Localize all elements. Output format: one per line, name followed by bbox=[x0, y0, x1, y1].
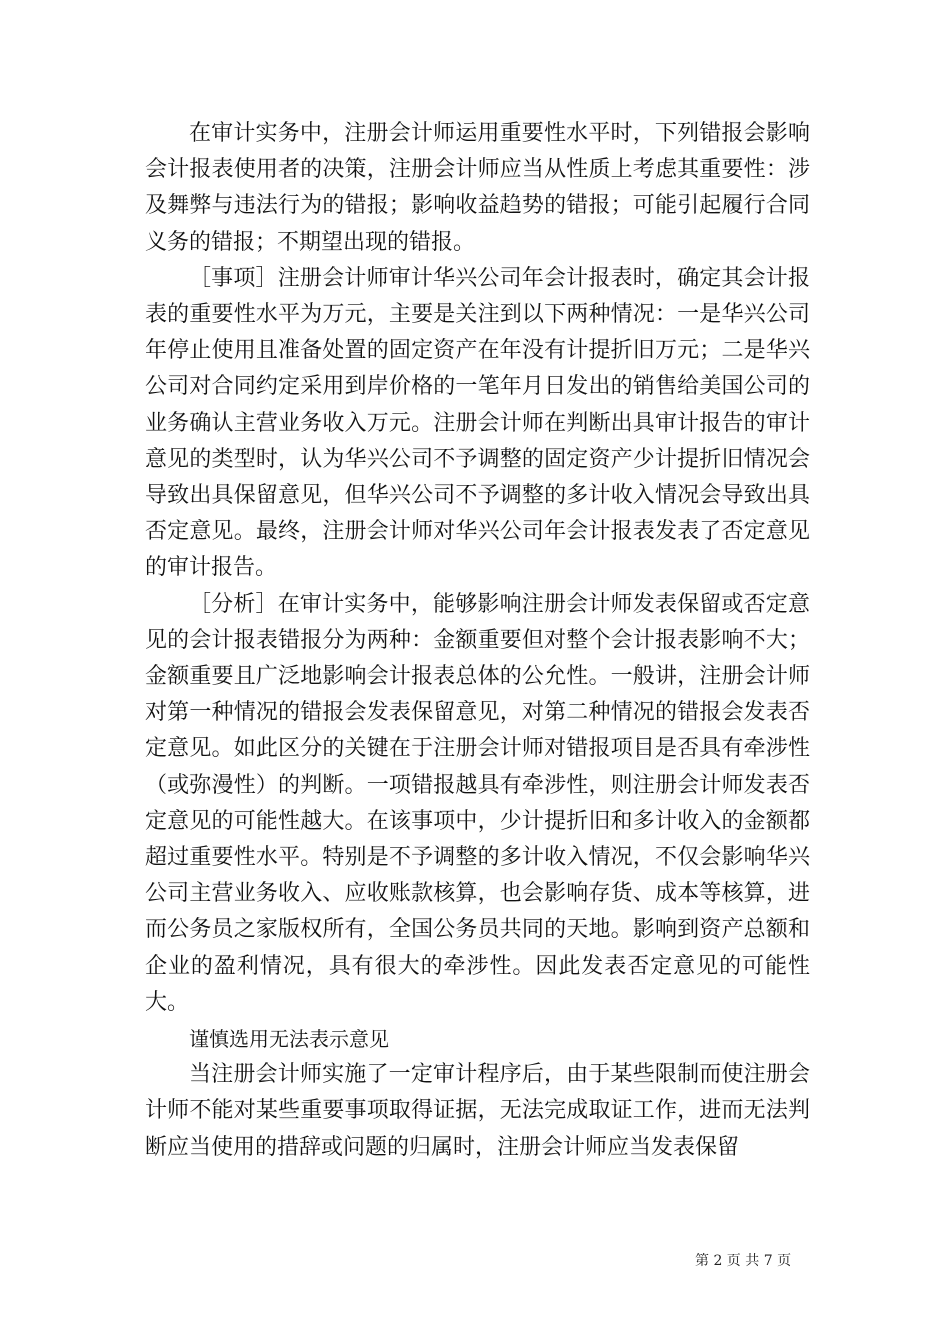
paragraph-materiality-intro: 在审计实务中，注册会计师运用重要性水平时，下列错报会影响会计报表使用者的决策，注册会计师应当从性质上考虑其重要性：涉及舞弊与违法行为的错报；影响收益趋势的错报；可能引起履行合同义务的错报；不期望出现的错报。 bbox=[145, 121, 810, 255]
document-body bbox=[145, 116, 810, 1166]
section-heading-disclaimer: 谨慎选用无法表示意见 bbox=[189, 1027, 389, 1052]
paragraph-disclaimer-intro: 当注册会计师实施了一定审计程序后，由于某些限制而使注册会计师不能对某些重要事项取得证据，无法完成取证工作，进而无法判断应当使用的措辞或问题的归属时，注册会计师应当发表保留 bbox=[145, 1062, 810, 1160]
page-number-footer: 第 2 页 共 7 页 bbox=[695, 1253, 792, 1269]
paragraph-case-analysis: ［分析］在审计实务中，能够影响注册会计师发表保留或否定意见的会计报表错报分为两种：金额重要但对整个会计报表影响不大；金额重要且广泛地影响会计报表总体的公允性。一般讲，注册会计师对第一种情况的错报会发表保留意见，对第二种情况的错报会发表否定意见。如此区分的关键在于注册会计师对错报项目是否具有牵涉性（或弥漫性）的判断。一项错报越具有牵涉性，则注册会计师发表否定意见的可能性越大。在该事项中，少计提折旧和多计收入的金额都超过重要性水平。特别是不予调整的多计收入情况，不仅会影响华兴公司主营业务收入、应收账款核算，也会影响存货、成本等核算，进而公务员之家版权所有，全国公务员共同的天地。影响到资产总额和企业的盈利情况，具有很大的牵涉性。因此发表否定意见的可能性大。 bbox=[145, 591, 810, 1015]
paragraph-case-matter: ［事项］注册会计师审计华兴公司年会计报表时，确定其会计报表的重要性水平为万元，主要是关注到以下两种情况：一是华兴公司年停止使用且准备处置的固定资产在年没有计提折旧万元；二是华兴公司对合同约定采用到岸价格的一笔年月日发出的销售给美国公司的业务确认主营业务收入万元。注册会计师在判断出具审计报告的审计意见的类型时，认为华兴公司不予调整的固定资产少计提折旧情况会导致出具保留意见，但华兴公司不予调整的多计收入情况会导致出具否定意见。最终，注册会计师对华兴公司年会计报表发表了否定意见的审计报告。 bbox=[145, 265, 810, 581]
